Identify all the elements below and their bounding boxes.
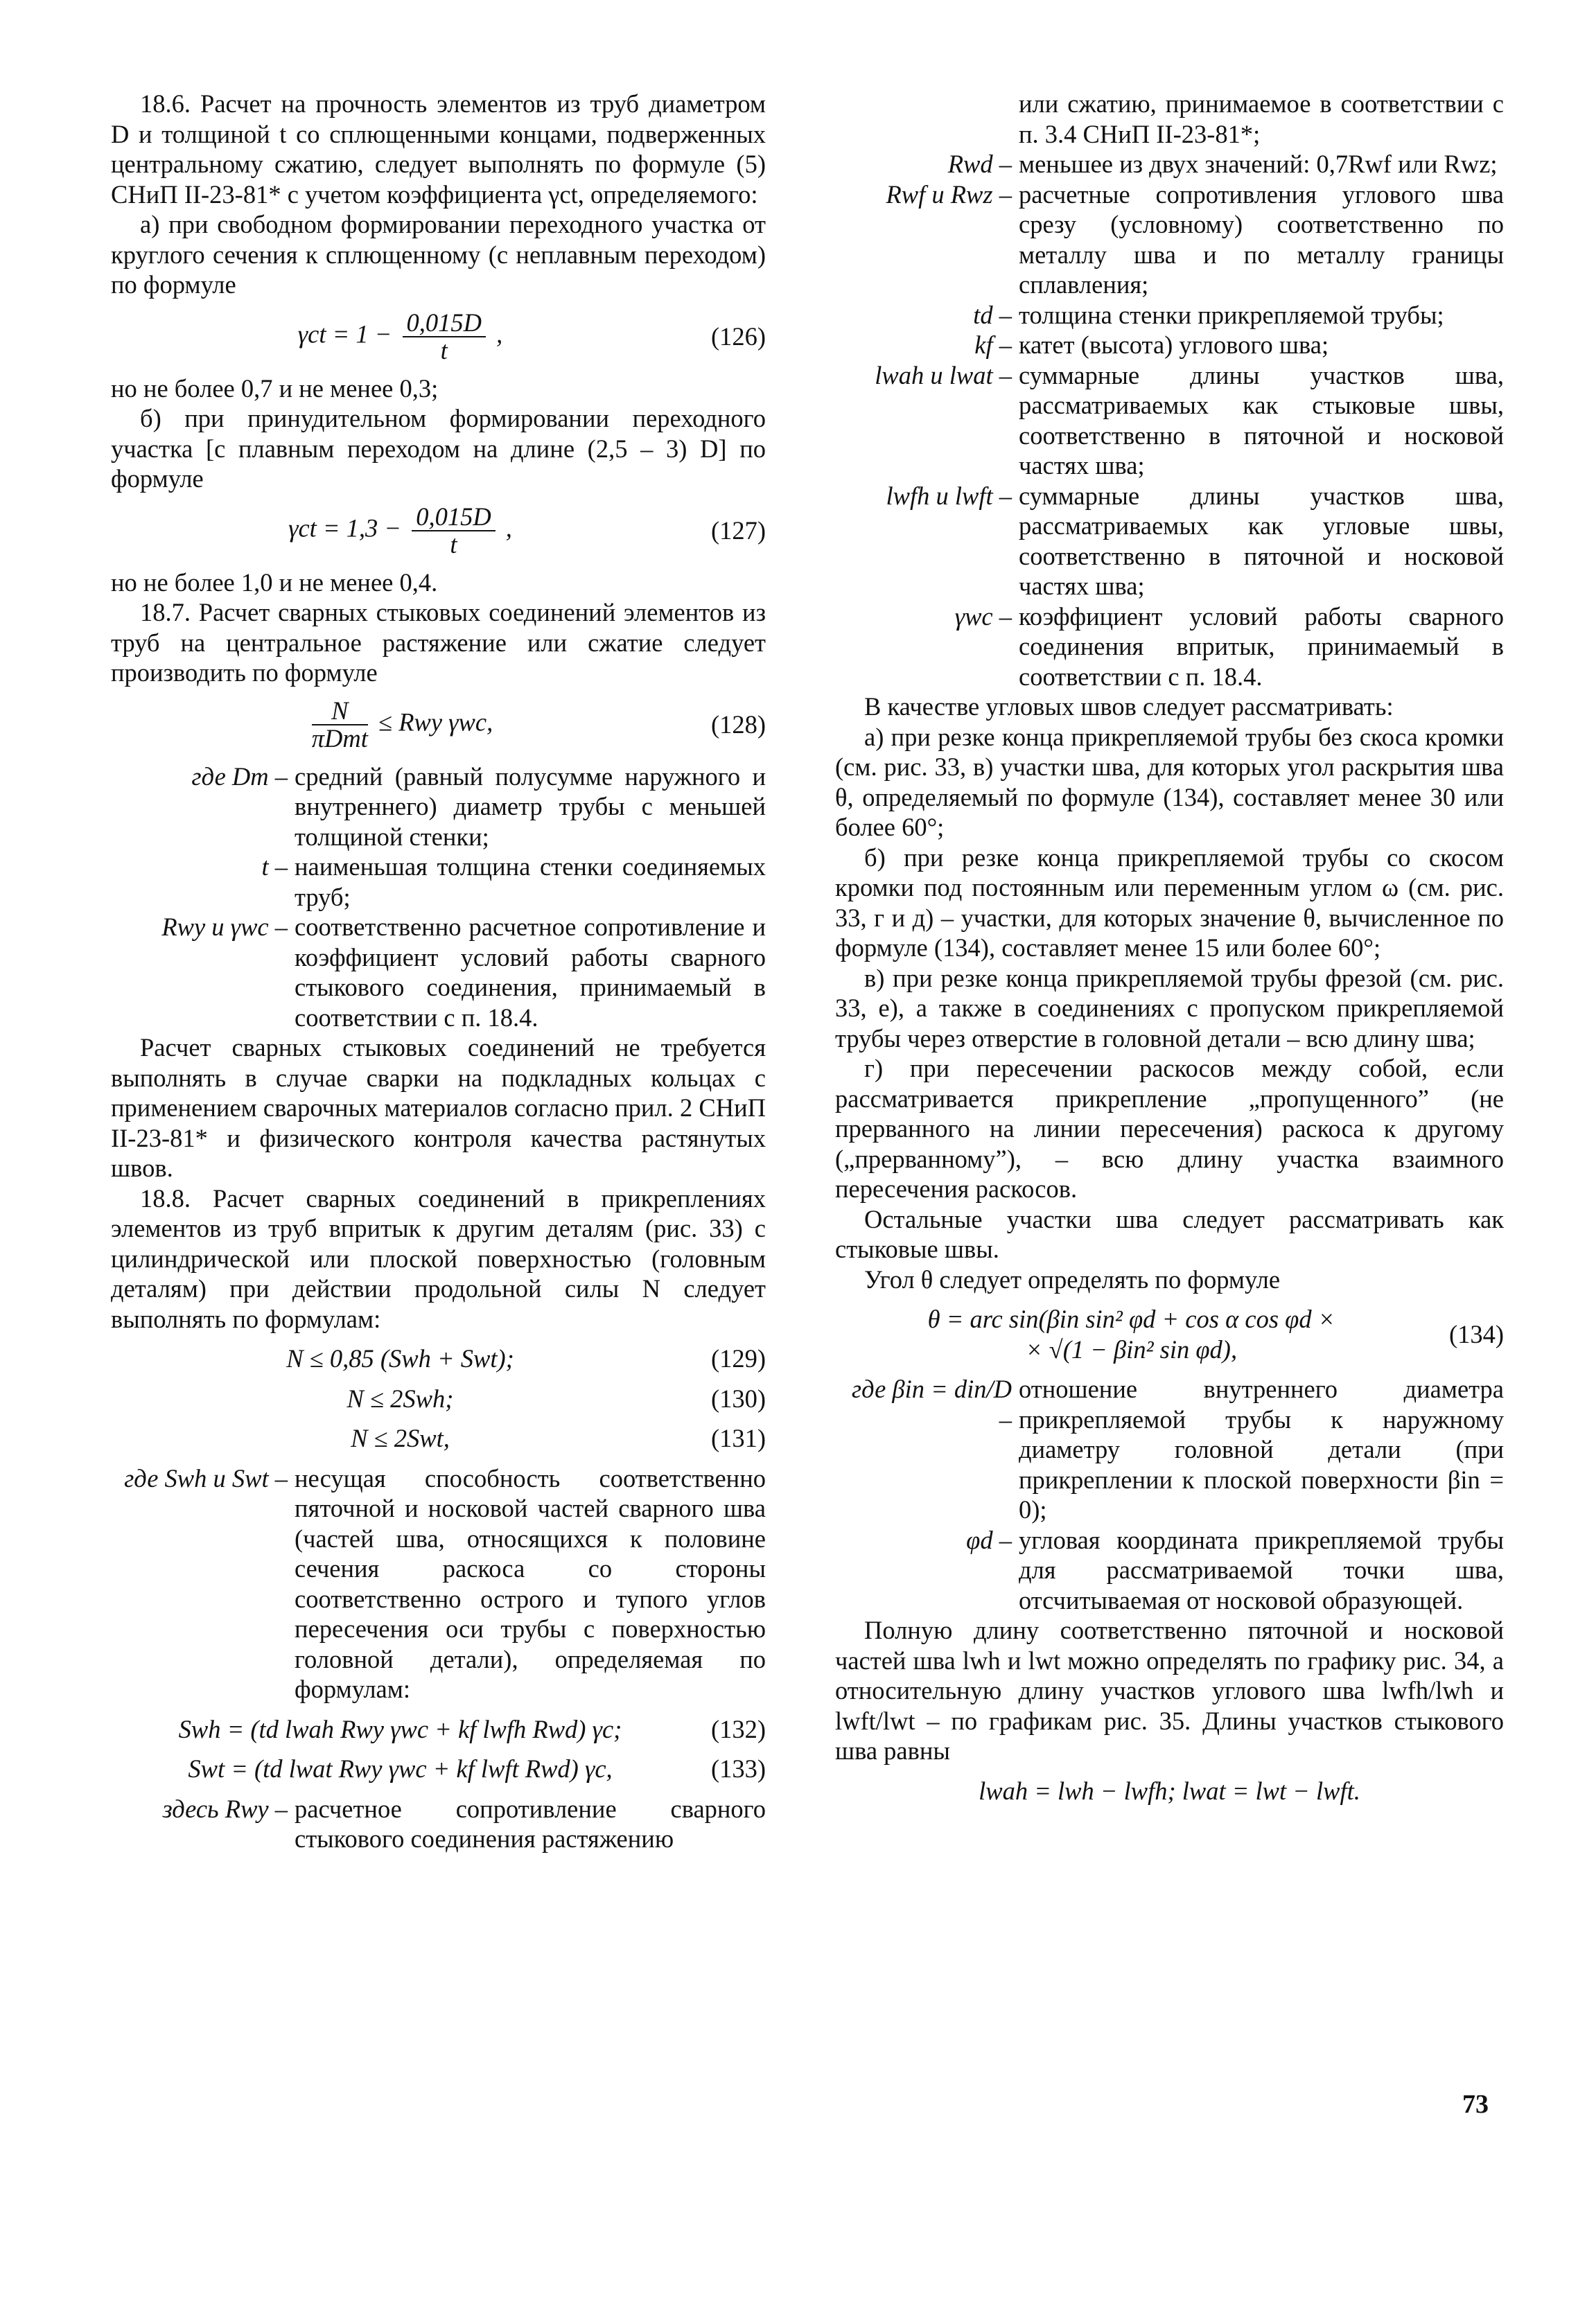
formula-128-number: (128) bbox=[710, 710, 766, 739]
definition-term: где Swh и Swt – bbox=[124, 1463, 288, 1493]
definition-item bbox=[835, 89, 1504, 149]
paragraph-item-d-right: г) при пересечении раскосов между собой, если рассматривается прикрепление „пропущенного” (не прерванного на линии пересечения) раскоса к другому („прерванному”), – всю длину участка взаимного пересечения раскосов. bbox=[835, 1054, 1504, 1203]
formula-132-number: (132) bbox=[710, 1714, 766, 1743]
formula-126-fraction bbox=[403, 310, 486, 364]
definition-text: средний (равный полусумме наружного и внутреннего) диаметр трубы с меньшей толщиной стенки; bbox=[295, 762, 766, 851]
paragraph-remaining: Остальные участки шва следует рассматривать как стыковые швы. bbox=[835, 1204, 1504, 1263]
definition-term: γwc – bbox=[954, 601, 1012, 631]
limit-127: но не более 1,0 и не менее 0,4. bbox=[111, 567, 438, 597]
definitions-continued bbox=[835, 89, 1504, 692]
definition-text: толщина стенки прикрепляемой трубы; bbox=[1019, 300, 1444, 329]
paragraph-item-a: а) при свободном формировании переходного участка от круглого сечения к сплющенному (с неплавным переходом) по формуле bbox=[111, 210, 766, 299]
paragraph-corner-welds: В качестве угловых швов следует рассматривать: bbox=[864, 692, 1394, 721]
formula-129-expression: N ≤ 0,85 (Swh + Swt); bbox=[286, 1344, 514, 1373]
paragraph-item-a-right: а) при резке конца прикрепляемой трубы без скоса кромки (см. рис. 33, в) участки шва, для которых угол раскрытия шва θ, определяемый по формуле (134), составляет менее 30 или более 60°; bbox=[835, 722, 1504, 841]
definition-text: суммарные длины участков шва, рассматриваемых как угловые швы, соответственно в пяточной и носковой частях шва; bbox=[1019, 481, 1504, 600]
definition-item bbox=[111, 912, 766, 1032]
definition-text: несущая способность соответственно пяточной и носковой частей сварного шва (частей шва, относящихся к половине сечения раскоса со стороны соответственно острого и тупого углов пересечения оси трубы с поверхностью головной детали), определяемая по формулам: bbox=[295, 1463, 766, 1703]
paragraph-item-b: б) при принудительном формировании переходного участка [с плавным переходом на длине (2,5 – 3) D] по формуле bbox=[111, 404, 766, 493]
definition-item bbox=[835, 179, 1504, 300]
definition-item bbox=[835, 330, 1504, 360]
formula-128-fraction bbox=[312, 698, 368, 752]
formula-126-denominator: t bbox=[440, 335, 448, 364]
definition-term: Rwd – bbox=[947, 150, 1012, 178]
formula-127-expression bbox=[111, 504, 690, 558]
formula-butt-lengths-expression: lwah = lwh − lwfh; lwat = lwt − lwft. bbox=[979, 1776, 1360, 1805]
formula-130-number: (130) bbox=[710, 1384, 766, 1413]
definition-term: где βin = din/D – bbox=[851, 1375, 1012, 1434]
formula-129-number: (129) bbox=[710, 1344, 766, 1373]
formula-128 bbox=[111, 698, 766, 752]
definition-text: суммарные длины участков шва, рассматриваемых как стыковые швы, соответственно в пяточной и носковой частях шва; bbox=[1019, 360, 1504, 479]
definition-item bbox=[111, 762, 766, 852]
definition-term: здесь Rwy – bbox=[162, 1794, 288, 1823]
paragraph-angle: Угол θ следует определять по формуле bbox=[864, 1265, 1281, 1294]
formula-131 bbox=[111, 1423, 766, 1454]
right-column bbox=[835, 89, 1504, 1815]
definition-term: lwah и lwat – bbox=[875, 360, 1012, 389]
formula-131-expression: N ≤ 2Swt, bbox=[351, 1424, 450, 1452]
definitions-128 bbox=[111, 762, 766, 1033]
definition-text: наименьшая толщина стенки соединяемых труб; bbox=[295, 852, 766, 911]
definition-item bbox=[835, 481, 1504, 601]
definition-term: где Dm – bbox=[191, 762, 288, 791]
definition-text: угловая координата прикрепляемой трубы для рассматриваемой точки шва, отсчитываемая от носковой образующей. bbox=[1019, 1525, 1504, 1614]
definition-text: катет (высота) углового шва; bbox=[1019, 331, 1329, 359]
definition-text: расчетные сопротивления углового шва срезу (условному) соответственно по металлу шва и по металлу границы сплавления; bbox=[1019, 179, 1504, 299]
definition-text: или сжатию, принимаемое в соответствии с п. 3.4 СНиП II-23-81*; bbox=[1019, 89, 1504, 148]
formula-133-number: (133) bbox=[710, 1754, 766, 1783]
formula-butt-lengths bbox=[835, 1776, 1504, 1806]
definition-text: отношение внутреннего диаметра прикрепляемой трубы к наружному диаметру головной детали (при прикреплении к плоской поверхности βin = 0); bbox=[1019, 1375, 1504, 1524]
paragraph-18-7: 18.7. Расчет сварных стыковых соединений элементов из труб на центральное растяжение или сжатие следует производить по формуле bbox=[111, 598, 766, 687]
definition-text: меньшее из двух значений: 0,7Rwf или Rwz; bbox=[1019, 150, 1498, 178]
formula-127-tail: , bbox=[505, 513, 512, 542]
definition-text: коэффициент условий работы сварного соединения впритык, принимаемый в соответствии с п. 18.4. bbox=[1019, 601, 1504, 691]
formula-126 bbox=[111, 310, 766, 364]
formula-126-lhs: γct = 1 − bbox=[297, 319, 392, 348]
formula-126-expression bbox=[111, 310, 690, 364]
paragraph-18-6: 18.6. Расчет на прочность элементов из труб диаметром D и толщиной t со сплющенными концами, подверженных центральному сжатию, следует выполнять по формуле (5) СНиП II-23-81* с учетом коэффициента γct, определяемого: bbox=[111, 89, 766, 209]
formula-132 bbox=[111, 1714, 766, 1745]
formula-128-numerator: N bbox=[312, 698, 368, 725]
definition-term: lwfh и lwft – bbox=[886, 481, 1012, 510]
definition-term bbox=[835, 89, 1019, 149]
formula-133-expression: Swt = (td lwat Rwy γwc + kf lwft Rwd) γc, bbox=[188, 1754, 613, 1783]
formula-134-line-2: × √(1 − βin² sin φd), bbox=[1025, 1335, 1238, 1364]
limit-126: но не более 0,7 и не менее 0,3; bbox=[111, 373, 439, 403]
formula-128-denominator: πDmt bbox=[311, 723, 368, 752]
paragraph-item-b-right: б) при резке конца прикрепляемой трубы со скосом кромки под постоянным или переменным углом ω (см. рис. 33, г и д) – участки, для которых значение θ, вычисленное по формуле (134), составляет менее 15 или более 60°; bbox=[835, 843, 1504, 962]
definition-term: φd – bbox=[966, 1525, 1012, 1554]
formula-129 bbox=[111, 1344, 766, 1374]
formula-131-number: (131) bbox=[710, 1424, 766, 1452]
paragraph-note: Расчет сварных стыковых соединений не требуется выполнять в случае сварки на подкладных кольцах с применением сварочных материалов согласно прил. 2 СНиП II-23-81* и физического контроля качества растянутых швов. bbox=[111, 1033, 766, 1182]
formula-130 bbox=[111, 1384, 766, 1414]
paragraph-full-length: Полную длину соответственно пяточной и носковой частей шва lwh и lwt можно определять по графику рис. 34, а относительную длину участков углового шва lwfh/lwh и lwft/lwt – по графикам рис. 35. Длины участков стыкового шва равны bbox=[835, 1616, 1504, 1765]
formula-127-denominator: t bbox=[450, 529, 457, 558]
definition-text: расчетное сопротивление сварного стыкового соединения растяжению bbox=[295, 1794, 766, 1853]
formula-127-number: (127) bbox=[710, 516, 766, 545]
formula-126-tail: , bbox=[496, 319, 503, 348]
definition-item bbox=[111, 1463, 766, 1705]
definition-item bbox=[111, 1794, 766, 1854]
paragraph-item-c-right: в) при резке конца прикрепляемой трубы фрезой (см. рис. 33, е), а также в соединениях с пропуском прикрепляемой трубы через отверстие в головной детали – всю длину шва; bbox=[835, 963, 1504, 1053]
formula-127-fraction bbox=[412, 504, 495, 558]
formula-127 bbox=[111, 504, 766, 558]
formula-132-expression: Swh = (td lwah Rwy γwc + kf lwfh Rwd) γc; bbox=[178, 1714, 622, 1743]
definition-item bbox=[835, 601, 1504, 692]
definition-item bbox=[835, 1374, 1504, 1525]
formula-126-number: (126) bbox=[710, 322, 766, 351]
formula-127-numerator: 0,015D bbox=[412, 504, 495, 531]
definition-term: Rwf и Rwz – bbox=[886, 179, 1012, 209]
definition-term: kf – bbox=[974, 331, 1012, 359]
formula-134-number: (134) bbox=[1448, 1319, 1504, 1348]
formula-133 bbox=[111, 1754, 766, 1784]
formula-127-lhs: γct = 1,3 − bbox=[288, 513, 402, 542]
page-number: 73 bbox=[1462, 2090, 1489, 2119]
paragraph-18-8: 18.8. Расчет сварных соединений в прикреплениях элементов из труб впритык к другим деталям (рис. 33) с цилиндрической или плоской поверхностью (головным деталям) при действии продольной силы N следует выполнять по формулам: bbox=[111, 1183, 766, 1333]
formula-128-rhs: ≤ Rwy γwc, bbox=[378, 707, 493, 736]
definition-term: td – bbox=[973, 300, 1012, 329]
formula-128-expression bbox=[111, 698, 690, 752]
definition-item bbox=[835, 1525, 1504, 1616]
definition-term: t – bbox=[261, 852, 288, 881]
formula-134 bbox=[835, 1304, 1504, 1364]
formula-134-line-1: θ = arc sin(βin sin² φd + cos α cos φd × bbox=[927, 1305, 1335, 1333]
formula-130-expression: N ≤ 2Swh; bbox=[347, 1384, 454, 1413]
definition-term: Rwy и γwc – bbox=[161, 913, 288, 941]
left-column bbox=[111, 89, 766, 1854]
definition-text: соответственно расчетное сопротивление и коэффициент условий работы сварного стыкового соединения, принимаемый в соответствии с п. 18.4. bbox=[295, 913, 766, 1032]
definition-item bbox=[835, 300, 1504, 331]
formula-134-expression bbox=[835, 1304, 1428, 1364]
definition-item bbox=[835, 149, 1504, 179]
formula-126-numerator: 0,015D bbox=[403, 310, 486, 337]
definition-item bbox=[111, 852, 766, 912]
definition-item bbox=[835, 360, 1504, 481]
